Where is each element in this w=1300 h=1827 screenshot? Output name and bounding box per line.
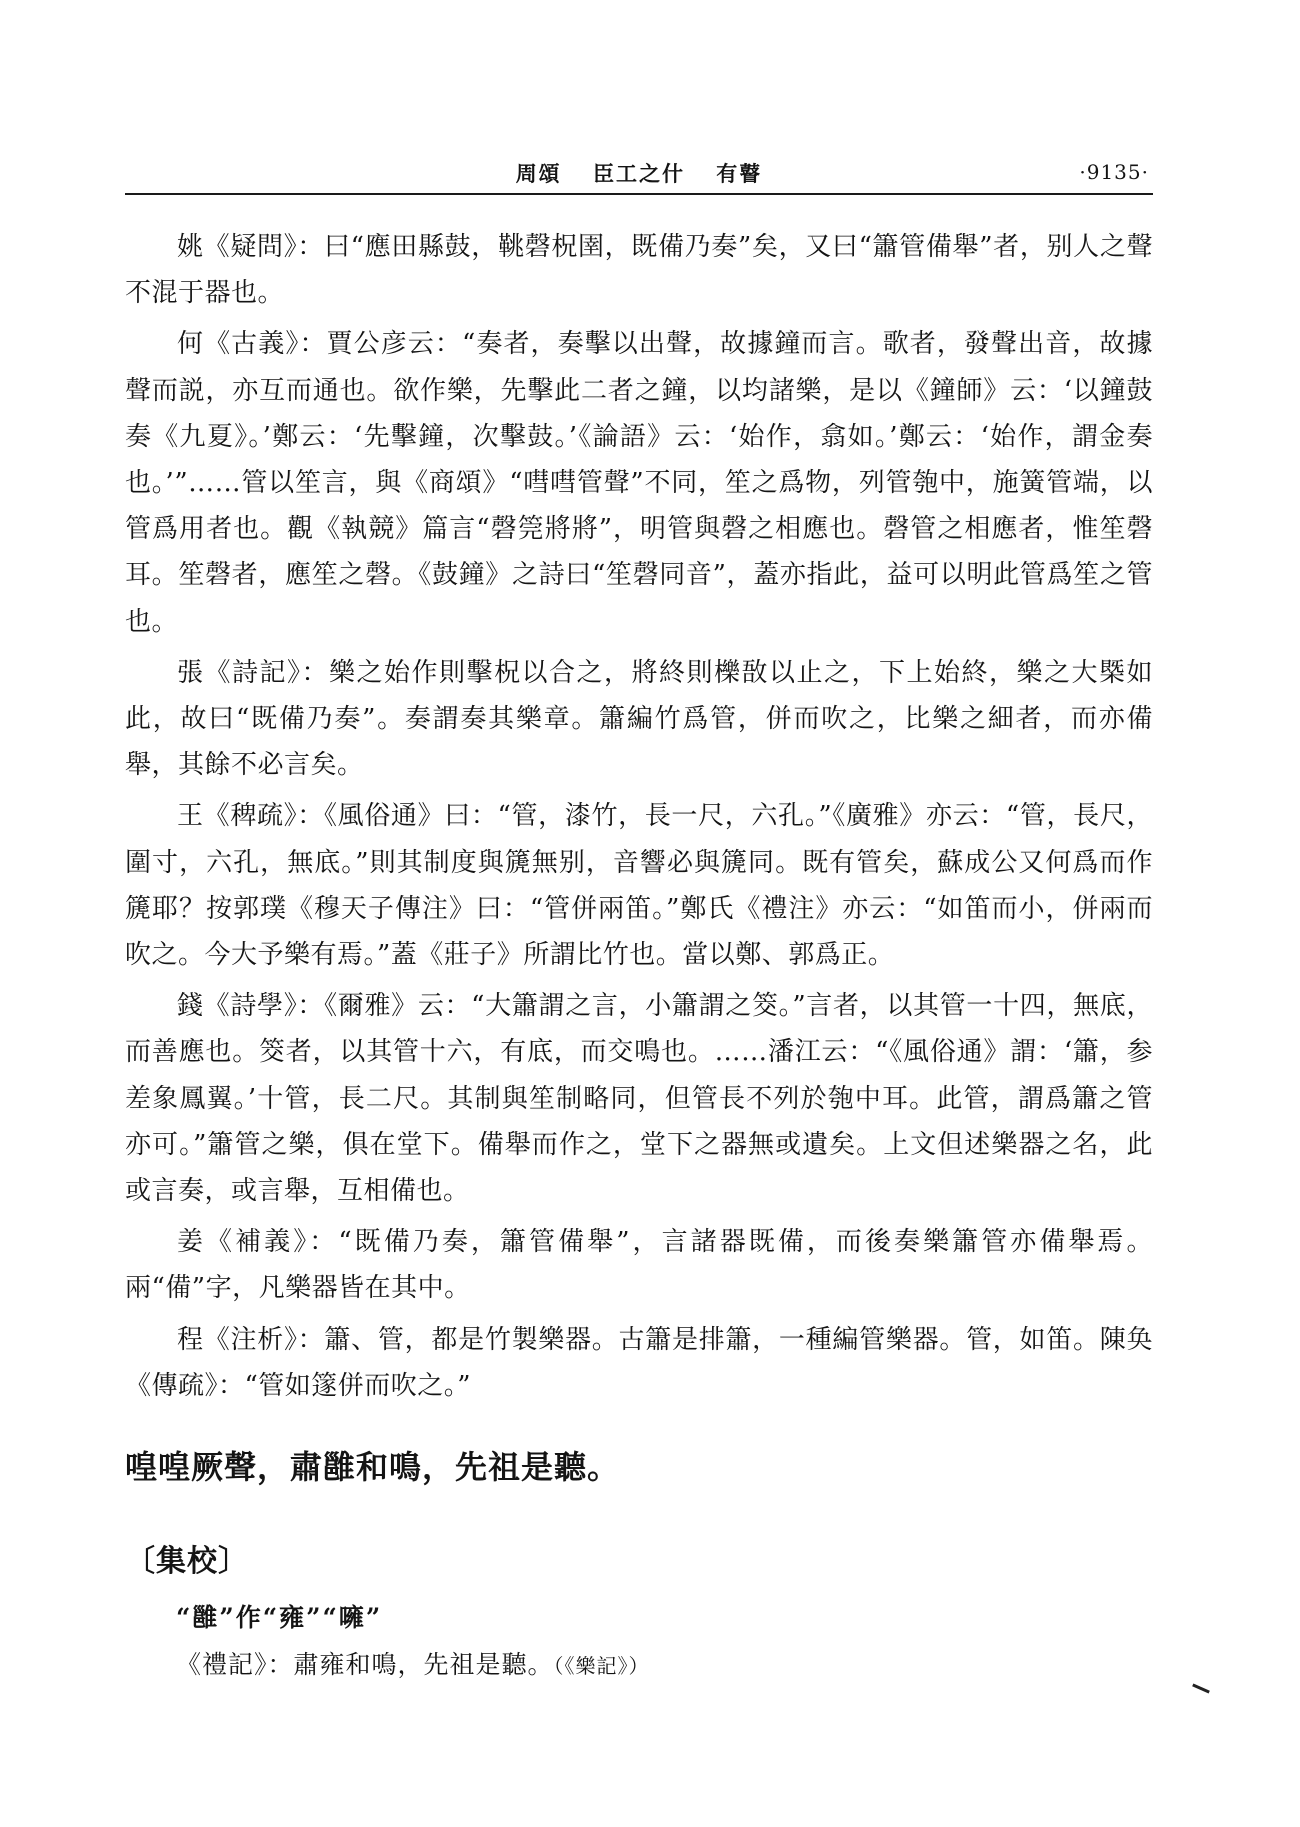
commentary-paragraph-cheng: 程《注析》：簫、管，都是竹製樂器。古簫是排簫，一種編管樂器。管，如笛。陳奂《傳疏》：“管如篴併而吹之。” bbox=[125, 1324, 1153, 1401]
commentary-paragraph-wang: 王《稗疏》：《風俗通》曰：“管，漆竹，長一尺，六孔。”《廣雅》亦云：“管，長尺，圍寸，六孔，無底。”則其制度與篪無别，音響必與篪同。既有管矣，蘇成公又何爲而作篪耶？按郭璞《穆天子傳注》曰：“管併兩笛。”鄭氏《禮注》亦云：“如笛而小，併兩而吹之。今大予樂有焉。”蓋《莊子》所謂比竹也。當以鄭、郭爲正。 bbox=[125, 801, 1153, 971]
commentary-paragraph-jiang: 姜《補義》：“既備乃奏，簫管備舉”，言諸器既備，而後奏樂簫管亦備舉焉。兩“備”字，凡樂器皆在其中。 bbox=[125, 1227, 1153, 1304]
commentary-body bbox=[125, 224, 1153, 1414]
running-header-title: 周頌 臣工之什 有瞽 bbox=[515, 161, 763, 186]
collation-note-text: 《禮記》：肅雍和鳴，先祖是聽。 bbox=[176, 1650, 554, 1679]
collation-note-source: （《樂記》） bbox=[553, 1654, 650, 1678]
page-number: ·9135· bbox=[1079, 160, 1149, 184]
commentary-paragraph-qian: 錢《詩學》：《爾雅》云：“大簫謂之言，小簫謂之筊。”言者，以其管一十四，無底，而善應也。筊者，以其管十六，有底，而交鳴也。……潘江云：“《風俗通》謂：‘簫，参差象鳳翼。’十管，長二尺。其制與笙制略同，但管長不列於匏中耳。此管，謂爲簫之管亦可。”簫管之樂，俱在堂下。備舉而作之，堂下之器無或遺矣。上文但述樂器之名，此或言奏，或言舉，互相備也。 bbox=[125, 991, 1153, 1207]
collation-note bbox=[176, 1645, 650, 1681]
scan-speck bbox=[1192, 1683, 1210, 1693]
verse-line: 喤喤厥聲，肅雝和鳴，先祖是聽。 bbox=[125, 1448, 621, 1486]
commentary-paragraph-yao: 姚《疑問》：曰“應田縣鼓，鞉磬柷圉，既備乃奏”矣，又曰“簫管備舉”者，别人之聲不混于器也。 bbox=[125, 232, 1153, 309]
collation-heading: 〔集校〕 bbox=[125, 1544, 249, 1579]
commentary-paragraph-zhang: 張《詩記》：樂之始作則擊柷以合之，將終則櫟敔以止之，下上始終，樂之大槩如此，故曰“既備乃奏”。奏謂奏其樂章。簫編竹爲管，併而吹之，比樂之細者，而亦備舉，其餘不必言矣。 bbox=[125, 657, 1153, 781]
header-rule bbox=[125, 193, 1153, 195]
commentary-paragraph-he: 何《古義》：賈公彦云：“奏者，奏擊以出聲，故據鐘而言。歌者，發聲出音，故據聲而説，亦互而通也。欲作樂，先擊此二者之鐘，以均諸樂，是以《鐘師》云：‘以鐘鼓奏《九夏》。’鄭云：‘先擊鐘，次擊鼓。’《論語》云：‘始作，翕如。’鄭云：‘始作，謂金奏也。’”……管以笙言，與《商頌》“嘒嘒管聲”不同，笙之爲物，列管匏中，施簧管端，以管爲用者也。觀《執競》篇言“磬筦將將”，明管與磬之相應也。磬管之相應者，惟笙磬耳。笙磬者，應笙之磬。《鼓鐘》之詩曰“笙磬同音”，蓋亦指此，益可以明此管爲笙之管也。 bbox=[125, 329, 1153, 637]
collation-note-title: “雝”作“雍”“噰” bbox=[176, 1603, 383, 1632]
running-header bbox=[125, 158, 1153, 192]
